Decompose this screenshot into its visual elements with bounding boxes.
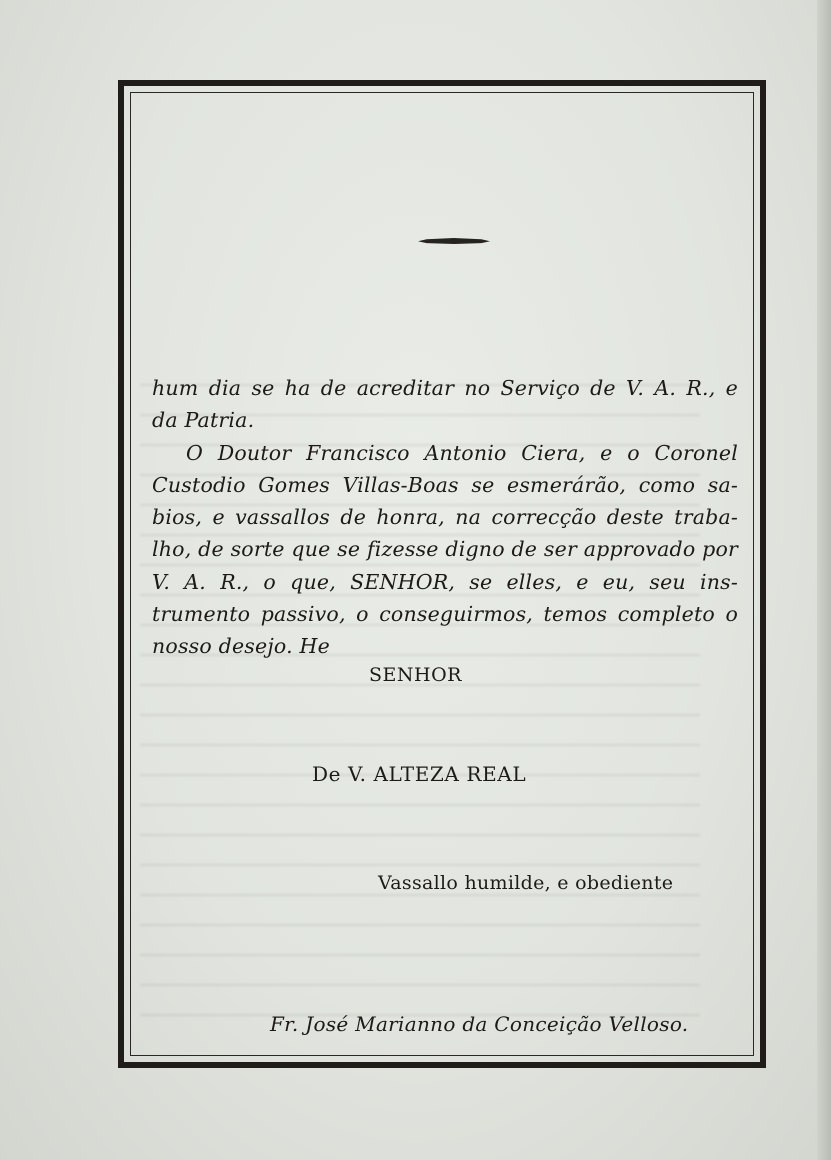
body-paragraph <box>152 372 738 663</box>
text-line: Custodio Gomes Villas-Boas se esmerárão, como sa- <box>152 472 738 497</box>
text-line: bios, e vassallos de honra, na correcção deste traba- <box>152 505 738 530</box>
text-line: da Patria. <box>152 408 255 433</box>
addressee-line: De V. ALTEZA REAL <box>312 762 527 786</box>
closing-line: Vassallo humilde, e obediente <box>378 872 674 894</box>
text-line: lho, de sorte que se fizesse digno de ser approvado por <box>152 537 738 562</box>
text-line: O Doutor Francisco Antonio Ciera, e o Coronel <box>186 440 738 465</box>
text-line: nosso desejo. He <box>152 634 330 659</box>
page-edge <box>817 0 831 1160</box>
text-line: hum dia se ha de acreditar no Serviço de V. A. R., e <box>152 376 738 400</box>
salutation-heading: SENHOR <box>369 664 462 686</box>
text-line: trumento passivo, o conseguirmos, temos completo o <box>152 602 738 627</box>
signature-line: Fr. José Marianno da Conceição Velloso. <box>270 1012 689 1036</box>
text-line: V. A. R., o que, SENHOR, se elles, e eu, seu ins- <box>152 569 738 594</box>
